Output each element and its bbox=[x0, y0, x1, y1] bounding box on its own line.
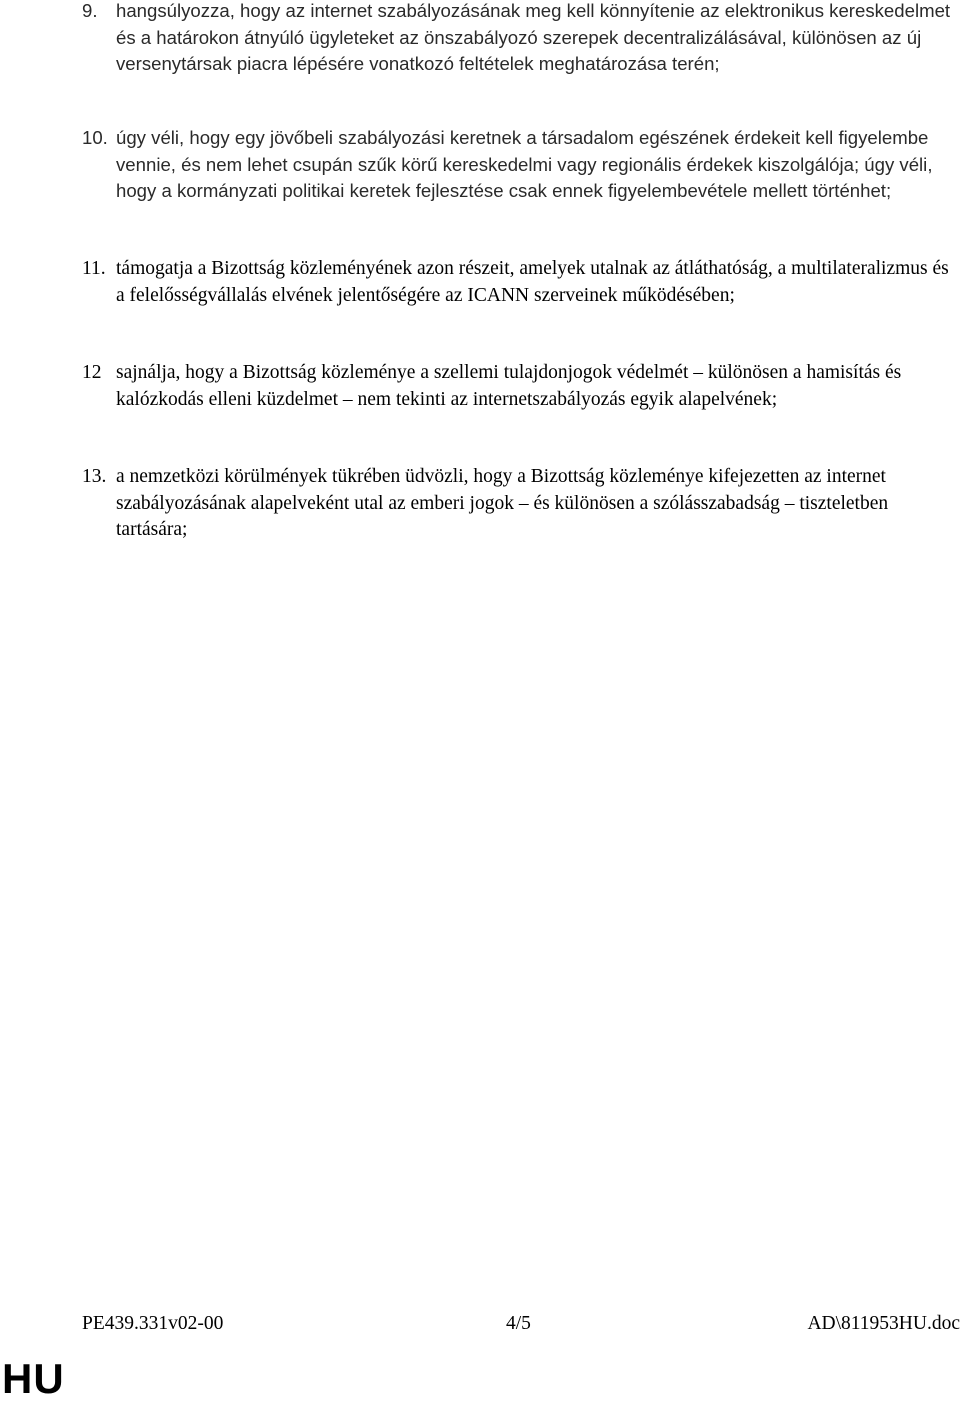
paragraph-text: támogatja a Bizottság közleményének azon részeit, amelyek utalnak az átláthatóság, a multilateralizmus és a felelősségvállalás elvének jelentőségére az ICANN szerveinek működésében; bbox=[116, 258, 949, 306]
paragraph-text: sajnálja, hogy a Bizottság közleménye a szellemi tulajdonjogok védelmét – különösen a hamisítás és kalózkodás elleni küzdelmet – nem tekinti az internetszabályozás egyik alapelvének; bbox=[116, 362, 902, 410]
paragraph-11 bbox=[82, 256, 952, 309]
paragraph-number: 9. bbox=[82, 0, 98, 21]
paragraph-text: a nemzetközi körülmények tükrében üdvözli, hogy a Bizottság közleménye kifejezetten az internet szabályozásának alapelveként utal az emberi jogok – és különösen a szólásszabadság – tiszteletben tartására; bbox=[116, 466, 889, 540]
footer-document-name: AD\811953HU.doc bbox=[807, 1313, 960, 1334]
paragraph-text: hangsúlyozza, hogy az internet szabályozásának meg kell könnyítenie az elektronikus kereskedelmet és a határokon átnyúló ügyleteket az önszabályozó szerepek decentralizálásával, különösen az új versenytársak piacra lépésére vonatkozó feltételek meghatározása terén; bbox=[116, 0, 951, 74]
paragraph-number: 13. bbox=[82, 466, 107, 487]
paragraph-10 bbox=[82, 125, 952, 205]
paragraph-number: 12 bbox=[82, 362, 102, 383]
page-footer bbox=[82, 1310, 960, 1338]
language-code: HU bbox=[2, 1355, 65, 1402]
paragraph-number: 10. bbox=[82, 127, 108, 148]
footer-page-number: 4/5 bbox=[506, 1313, 531, 1334]
paragraph-12 bbox=[82, 360, 952, 413]
paragraph-13 bbox=[82, 464, 952, 544]
footer-reference: PE439.331v02-00 bbox=[82, 1313, 224, 1334]
paragraph-text: úgy véli, hogy egy jövőbeli szabályozási keretnek a társadalom egészének érdekeit kell figyelembe vennie, és nem lehet csupán szűk körű kereskedelmi vagy regionális érdekek kiszolgálója; úgy véli, hogy a kormányzati politikai keretek fejlesztése csak ennek figyelembevétele mellett történhet; bbox=[116, 127, 933, 201]
paragraph-9 bbox=[82, 0, 952, 78]
paragraph-number: 11. bbox=[82, 258, 106, 279]
